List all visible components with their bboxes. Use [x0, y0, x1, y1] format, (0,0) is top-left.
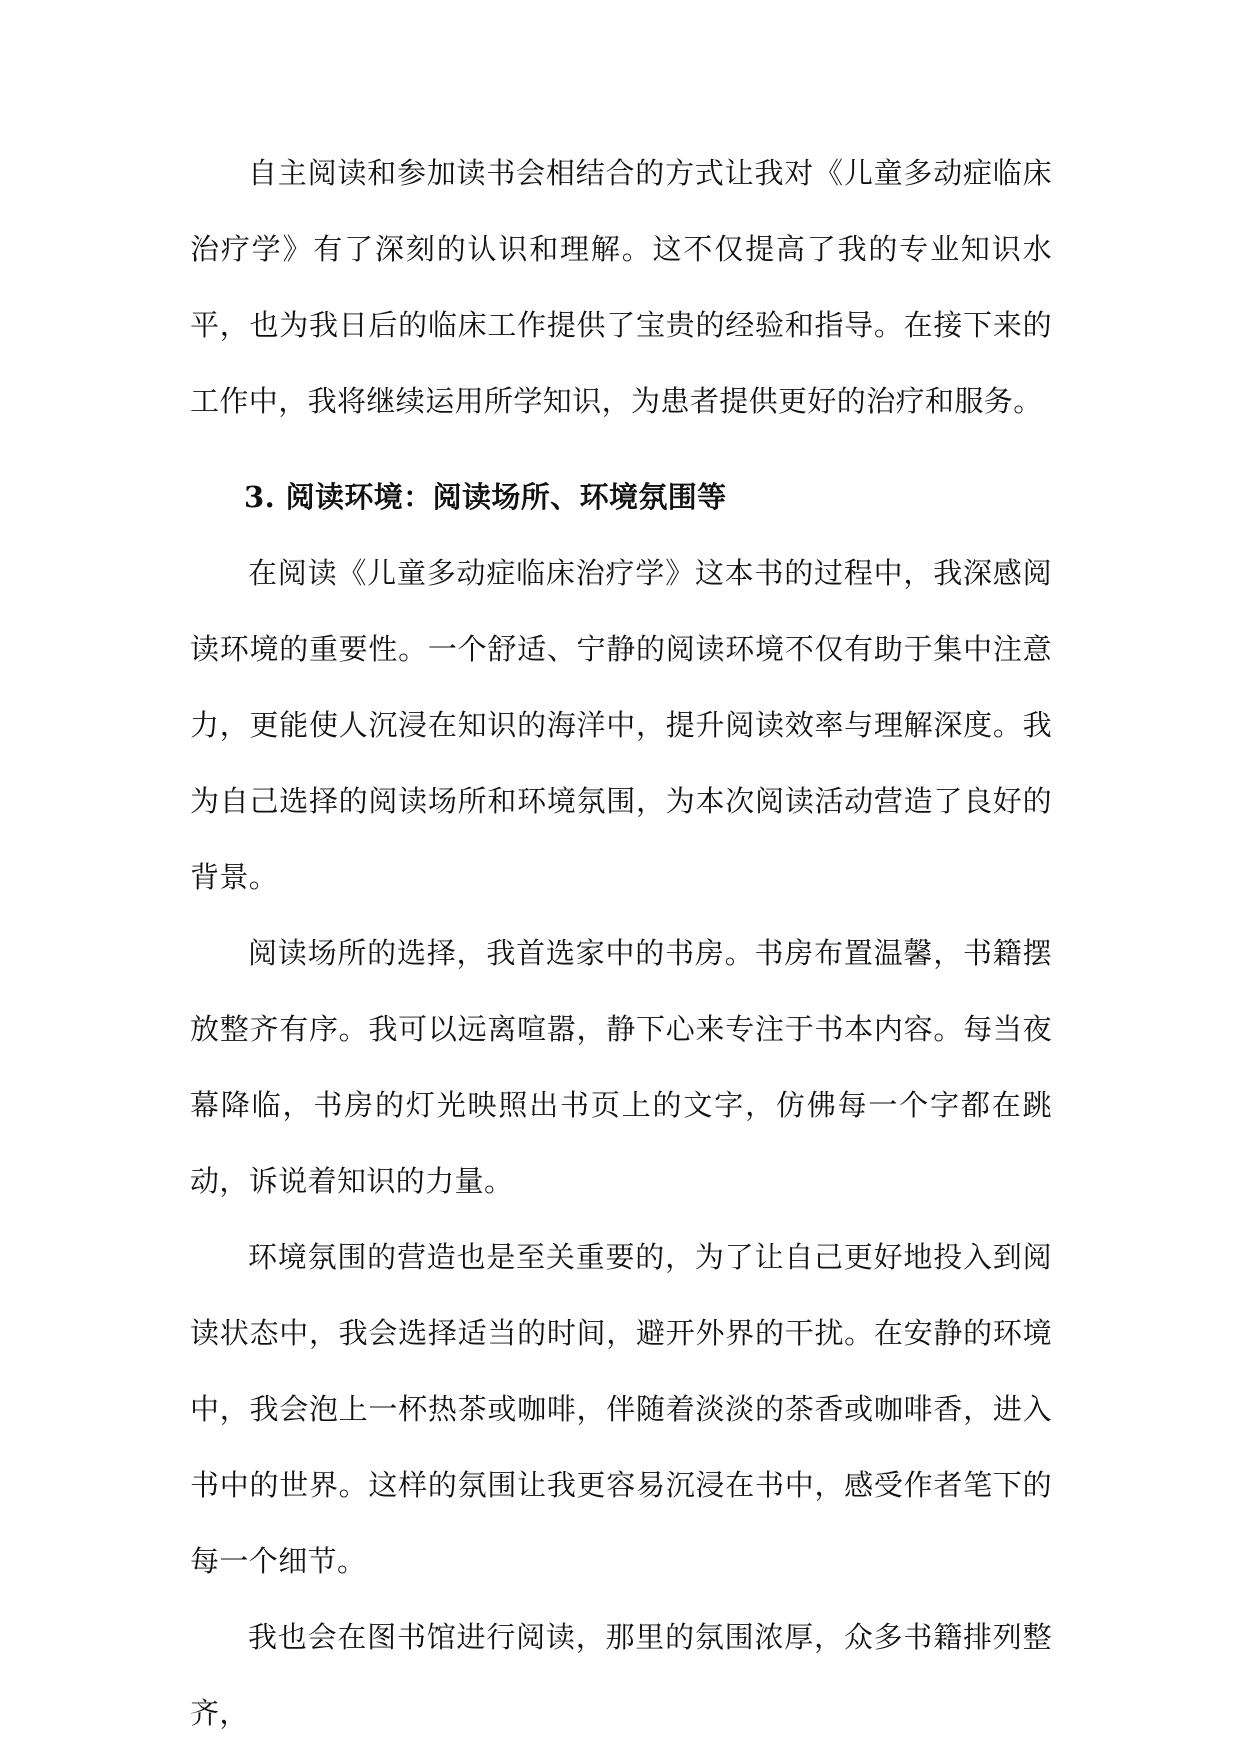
- paragraph-reading-environment-importance: 在阅读《儿童多动症临床治疗学》这本书的过程中，我深感阅读环境的重要性。一个舒适、宁静的阅读环境不仅有助于集中注意力，更能使人沉浸在知识的海洋中，提升阅读效率与理解深度。我为自己选择的阅读场所和环境氛围，为本次阅读活动营造了良好的背景。: [190, 556, 1052, 894]
- paragraph-library-reading: 我也会在图书馆进行阅读，那里的氛围浓厚，众多书籍排列整齐，: [190, 1620, 1052, 1730]
- section-spacer: [190, 439, 1052, 459]
- section-heading: 3. 阅读环境：阅读场所、环境氛围等: [244, 480, 727, 514]
- paragraph-reading-place: 阅读场所的选择，我首选家中的书房。书房布置温馨，书籍摆放整齐有序。我可以远离喧嚣，静下心来专注于书本内容。每当夜幕降临，书房的灯光映照出书页上的文字，仿佛每一个字都在跳动，诉说着知识的力量。: [190, 936, 1052, 1198]
- paragraph-reading-atmosphere: 环境氛围的营造也是至关重要的，为了让自己更好地投入到阅读状态中，我会选择适当的时间，避开外界的干扰。在安静的环境中，我会泡上一杯热茶或咖啡，伴随着淡淡的茶香或咖啡香，进入书中的世界。这样的氛围让我更容易沉浸在书中，感受作者笔下的每一个细节。: [190, 1240, 1052, 1578]
- paragraph-reading-method-summary: 自主阅读和参加读书会相结合的方式让我对《儿童多动症临床治疗学》有了深刻的认识和理解。这不仅提高了我的专业知识水平，也为我日后的临床工作提供了宝贵的经验和指导。在接下来的工作中，我将继续运用所学知识，为患者提供更好的治疗和服务。: [190, 156, 1052, 418]
- document-body: [190, 135, 1052, 1751]
